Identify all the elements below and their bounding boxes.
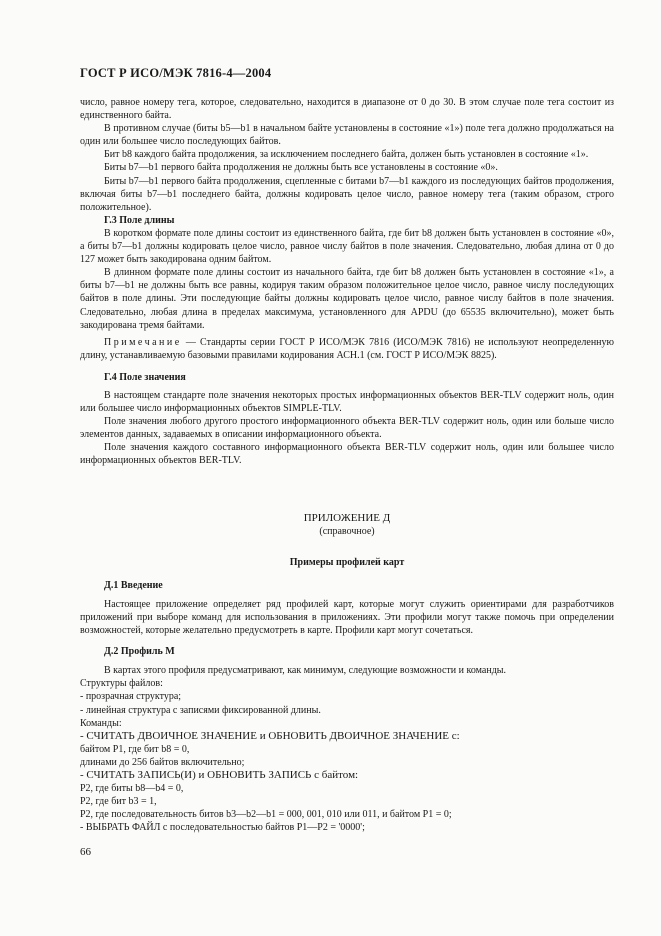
paragraph: Биты b7—b1 первого байта продолжения, сцепленные с битами b7—b1 каждого из последующих байтов продолжения, включая биты b7—b1 последнего байта, должны кодировать целое число, равное номеру тега (таким образом, строго положительное). [80,175,614,213]
appendix-heading: Примеры профилей карт [289,556,405,568]
document-header: ГОСТ Р ИСО/МЭК 7816-4—2004 [80,66,272,80]
paragraph: Поле значения каждого составного информационного объекта BER-TLV содержит ноль, один или большее число информационных объектов BER-TLV. [80,442,614,467]
list-line: длинами до 256 байтов включительно; [80,756,245,768]
list-line: байтом P1, где бит b8 = 0, [80,743,190,755]
paragraph: В коротком формате поле длины состоит из единственного байта, где бит b8 должен быть установлен в состояние «0», а биты b7—b1 должны кодировать целое число, равное числу байтов в поле значения. Следовательно, любая длина от 0 до 127 может быть закодирована одним байтом. [80,227,614,266]
section-heading-d1: Д.1 Введение [104,579,163,591]
list-line: P2, где бит b3 = 1, [80,796,157,808]
appendix-subtitle: (справочное) [319,525,375,537]
note-text: — Стандарты серии ГОСТ Р ИСО/МЭК 7816 (ИСО/МЭК 7816) не используют неопределенную длину, устанавливаемую базовыми правилами кодирования АСН.1 (см. ГОСТ Р ИСО/МЭК 8825). [80,336,615,361]
note [80,336,614,362]
paragraph: Поле значения любого другого простого информационного объекта BER-TLV содержит ноль, один или больше число элементов данных, задаваемых в описании информационного объекта. [80,416,614,441]
profile-list [80,677,614,834]
paragraph: Настоящее приложение определяет ряд профилей карт, которые могут служить ориентирами для разработчиков приложений при выборе команд для использования в приложениях. Эти профили могут также помочь при определении возможностей, которые желательно предусмотреть в карте. Профили карт могут сочетаться. [80,598,614,637]
list-line: - прозрачная структура; [80,691,182,703]
paragraph: В картах этого профиля предусматривают, как минимум, следующие возможности и команды. [104,665,506,677]
paragraph: В настоящем стандарте поле значения некоторых простых информационных объектов BER-TLV содержит ноль, один или большее число информационных объектов SIMPLE-TLV. [80,389,614,415]
section-heading-d2: Д.2 Профиль M [104,646,175,658]
paragraph: Биты b7—b1 первого байта продолжения не должны быть все установлены в состояние «0». [104,162,498,174]
list-line: Структуры файлов: [80,678,163,690]
page-number: 66 [80,846,91,858]
list-line: - линейная структура с записями фиксированной длины. [80,704,321,716]
paragraph: Бит b8 каждого байта продолжения, за исключением последнего байта, должен быть установлен в состояние «1». [104,149,589,161]
list-line: - СЧИТАТЬ ДВОИЧНОЕ ЗНАЧЕНИЕ и ОБНОВИТЬ ДВОИЧНОЕ ЗНАЧЕНИЕ с: [80,729,460,742]
paragraph: число, равное номеру тега, которое, следовательно, находится в диапазоне от 0 до 30. В этом случае поле тега состоит из единственного байта. [80,97,614,122]
document-body [80,96,614,835]
list-line: - ВЫБРАТЬ ФАЙЛ с последовательностью байтов P1—P2 = '0000'; [80,822,365,834]
paragraph: В противном случае (биты b5—b1 в начальном байте установлены в состояние «1») поле тега должно продолжаться на один или большее число последующих байтов. [80,123,614,148]
note-label: Примечание [104,336,182,348]
section-heading-g4: Г.4 Поле значения [104,371,186,383]
list-line: Команды: [80,717,122,729]
list-line: P2, где биты b8—b4 = 0, [80,783,184,795]
appendix-title: ПРИЛОЖЕНИЕ Д [303,511,391,524]
list-line: P2, где последовательность битов b3—b2—b1 = 000, 001, 010 или 011, и байтом P1 = 0; [80,809,452,821]
paragraph: В длинном формате поле длины состоит из начального байта, где бит b8 должен быть установлен в состояние «1», а биты b7—b1 не должны быть все равны, кодируя таким образом положительное целое число, равное числу последующих байтов в поле длины. Эти последующие байты должны кодировать целое число, равное числу байтов в поле значения. Следовательно, любая длина в пределах максимума, установленного для APDU (до 65535 включительно), может быть закодирована тремя байтами. [80,267,614,331]
list-line: - СЧИТАТЬ ЗАПИСЬ(И) и ОБНОВИТЬ ЗАПИСЬ с байтом: [80,769,359,782]
section-heading-g3: Г.3 Поле длины [104,214,175,226]
